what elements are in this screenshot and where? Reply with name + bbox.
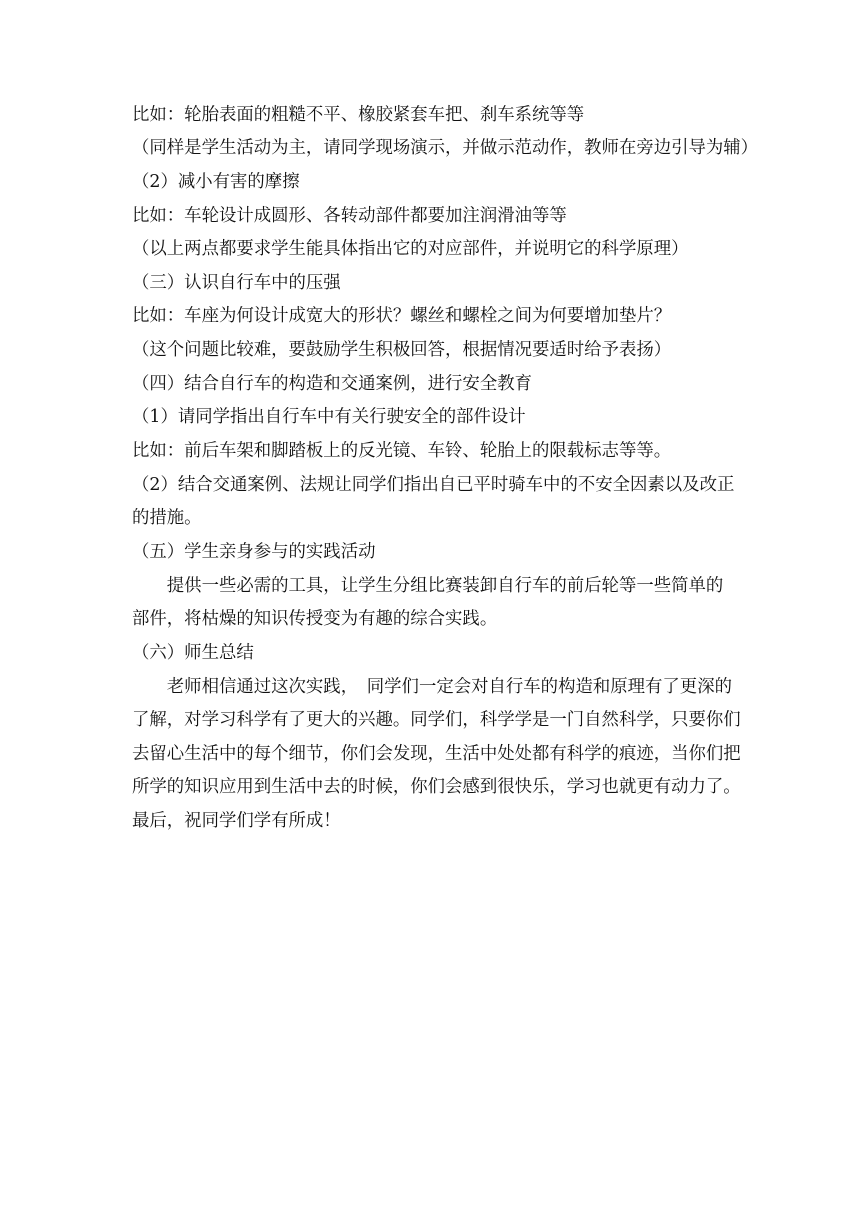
text-line: （1）请同学指出自行车中有关行驶安全的部件设计 [132,407,526,427]
section-heading: （五）学生亲身参与的实践活动 [132,542,376,562]
text-line: 部件，将枯燥的知识传授变为有趣的综合实践。 [132,609,498,629]
text-line: 比如：前后车架和脚踏板上的反光镜、车铃、轮胎上的限载标志等等。 [132,441,672,461]
section-heading: （六）师生总结 [132,643,254,663]
text-line: 比如：车座为何设计成宽大的形状？螺丝和螺栓之间为何要增加垫片？ [132,306,672,326]
text-line: 比如：轮胎表面的粗糙不平、橡胶紧套车把、刹车系统等等 [132,105,585,125]
text-line: 最后，祝同学们学有所成！ [132,811,341,831]
text-line: 提供一些必需的工具，让学生分组比赛装卸自行车的前后轮等一些简单的 [132,576,724,596]
text-line: （这个问题比较难，要鼓励学生积极回答，根据情况要适时给予表扬） [132,340,672,360]
text-line: 去留心生活中的每个细节，你们会发现，生活中处处都有科学的痕迹，当你们把 [132,744,741,764]
text-line: 所学的知识应用到生活中去的时候，你们会感到很快乐，学习也就更有动力了。 [132,777,741,797]
text-line: （2）减小有害的摩擦 [132,172,300,192]
section-heading: （四）结合自行车的构造和交通案例，进行安全教育 [132,374,532,394]
section-heading: （三）认识自行车中的压强 [132,273,341,293]
text-line: （2）结合交通案例、法规让同学们指出自已平时骑车中的不安全因素以及改正 [132,475,735,495]
text-line: 了解，对学习科学有了更大的兴趣。同学们，科学学是一门自然科学，只要你们 [132,710,741,730]
text-line: 的措施。 [132,508,202,528]
text-line: （同样是学生活动为主，请同学现场演示，并做示范动作，教师在旁边引导为辅） [132,138,759,158]
text-line: 老师相信通过这次实践， 同学们一定会对自行车的构造和原理有了更深的 [132,677,732,697]
text-line: （以上两点都要求学生能具体指出它的对应部件，并说明它的科学原理） [132,239,689,259]
text-line: 比如：车轮设计成圆形、各转动部件都要加注润滑油等等 [132,206,567,226]
